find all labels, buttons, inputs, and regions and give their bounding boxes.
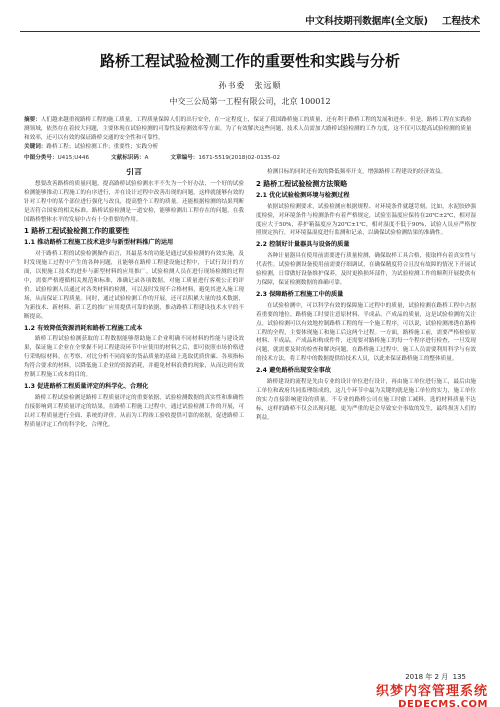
column-left [24,168,244,668]
journal-name: 中文科技期刊数据库(全文版) [305,16,428,27]
metadata-row [24,154,476,163]
doc-code-value: A [144,155,149,161]
abstract-text: 人们越来越重视路桥工程的施工质量，工程质量保障人们的出行安全，在一定程度上，保证了我国路桥施工的质量，还有利于路桥工程的发展和进步。但是，路桥工程在实践检测领域，依然存在着较大问题，主要体现在试验检测的可靠性及检测效率等方面。为了有效解决这些问题，技术人员需加大路桥试验检测的工作力度，这不仅可以提高试验检测的质量和效率，还可以有效的保证路桥交通的安全性和可靠性。 [24,117,472,141]
page-number: 135 [452,673,466,681]
section-2-4-heading: 2.4 避免路桥出现安全事故 [256,367,331,375]
watermark [376,680,488,707]
section-2-2-heading: 2.2 控制好计量器具与设备的质量 [256,241,350,249]
section-2-1-paragraph: 依据试验检测要求，试验检测应根据规程、对环境条件就越苛刻，比如，水泥胶砂强度检验，对环境条件与检测条件有着严格规定，试验室温度应保持在20℃±2℃，相对湿度应大于50%，养护箱温度应为20℃±1℃，相对湿度不低于90%，试验人员应严格按照规定执行，对环境温湿度进行监测和记录，以确保试验检测结果的准确性。 [256,203,476,237]
doc-code-label: 文献标识码： [111,155,145,161]
section-2-4-paragraph: 路桥建设的流程是先由专业的设计单位进行设计，再由施工单位进行施工，最后由施工单位和政府共同监理组成的，这几个环节中最为关键的就是施工单位的实力，施工单位的实力直接影响建设的质量。不专业的路桥公司在施工时偷工减料，选的材料质量不达标，这样的路桥不仅会出现问题，更为严重的是会导致安全事故的发生，最终损害人们的利益。 [256,379,476,421]
paper-authors: 孙书委 张远顺 [218,81,282,90]
abstract-block [24,116,476,163]
continued-paragraph: 检测目标的同时还有效的降低频率开支，增强路桥工程建设的经济效益。 [267,169,447,175]
keywords [24,143,476,152]
section-2-1-heading: 2.1 优化试验检测环境与检测过程 [256,191,350,199]
keywords-label: 关键词： [24,144,47,150]
body-columns [24,168,476,668]
paper-title: 路桥工程试验检测工作的重要性和实践与分析 [99,52,400,70]
section-1-heading: 1 路桥工程试验检测工作的重要性 [24,227,130,236]
abstract [24,116,476,143]
paper-affiliation: 中交三公局第一工程有限公司，北京 100012 [169,97,331,106]
section-1-3-heading: 1.3 促进路桥工程质量评定的科学化、合理化 [24,382,149,390]
title-block [24,50,476,107]
section-1-2-paragraph: 路桥工程试验检测获取的工程数据能够帮助施工企业明确不同材料的性能与建设效果，保证施工企业在全掌握不同工程建设环节中应使用的材料之后，即可依照市场价格进行采购原材料。在考察、对比分析不同商家的货品质量的基础上选取优质价廉、各项指标均符合要求的材料，以降低施工企业的资源消耗，并避免材料浪费的现象，从而达到有效控制工程施工成本的目的。 [24,336,244,379]
column-right [256,168,476,668]
section-1-1-heading: 1.1 推动路桥工程施工技术进步与新型材料推广的运用 [24,239,174,247]
doc-code-field [111,154,148,163]
running-header [20,6,480,32]
clc-value: U415;U446 [57,155,90,161]
article-no-field [170,154,280,163]
clc-label: 中图分类号： [24,155,58,161]
section-1-1-paragraph: 对于路桥工程的试验检测操作而言，其最基本的功能是通过试验检测的有效实施，及时发现施工过程中产生的各种问题，且能够在路桥工程建设施过程中，于试行设计的方面，以便施工技术的进步与新型材料的应用推广。试验检测人员在进行现场检测的过程中，需要严格遵循相关规范和标准，准确记录各项数据，对施工质量进行客观公正的评价。试验检测人员通过对各类材料的检测，可以及时发现不合格材料，避免其进入施工现场，从而保证工程质量。同时，通过试验检测工作的开展，还可以积累大量的技术数据，为新技术、新材料、新工艺的推广应用提供可靠的依据，推动路桥工程建设技术水平的不断提高。 [24,251,244,320]
article-no-value: 1671-5519(2018)02-0135-02 [198,155,281,161]
watermark-url: DEDECMS.COM [398,699,488,707]
keywords-text: 路桥工程；试验检测工作；重要性；实践分析 [46,144,159,150]
watermark-name: 织梦内容管理系统 [375,684,488,699]
article-no-label: 文章编号： [170,155,199,161]
section-1-3-paragraph: 路桥工程试验检测是路桥工程质量评定的重要依据，试验检测数据的真实性和准确性直接影响到工程质量评定的结果。在路桥工程施工过程中，通过试验检测工作的开展，可以对工程质量进行全面、系统的评价，从而为工程竣工验收提供可靠的依据，促进路桥工程质量评定工作的科学化、合理化。 [24,394,244,428]
section-2-3-heading: 2.3 保障路桥工程施工中的质量 [256,290,344,298]
abstract-label: 摘要： [24,117,41,123]
issue-date: 2018 年 2 月 [405,673,449,681]
section-1-2-heading: 1.2 有效降低资源消耗和路桥工程施工成本 [24,324,143,332]
intro-heading: 引言 [126,168,142,176]
clc-field [24,154,89,163]
intro-paragraph: 想要改善路桥的质量问题，提高路桥试验检测水平不失为一个好办法，一个好的试验检测能够推动工程施工的有序进行，并在设计过程中改善出现的问题。这样就能够有效的针对工程中的某个部位进行强化与改良，提高整个工程的质量。还能根据检测的结果判断是否符合国家的相关标准。路桥试验检测是一道安检，能够检测出工程存在的问题，在我国路桥整体水平的发展中占有十分重要的作用。 [24,180,244,223]
section-name: 工程技术 [441,16,480,27]
section-2-3-paragraph: 在试验检测中，可以科学有效的保障施工过程中的质量，试验检测在路桥工程中占据着重要的地位。路桥施工时要注意原材料、半成品、产成品的质量，这是试验检测的关注点。试验检测可以有效地控制路桥工程的每一个施工程序，可以说，试验检测渗透在路桥工程的全程，主要体现施工和施工后这两个过程。一方面，路桥施工前，需要严格检验原材料、半成品、产成品和构成件件，还需要对路桥施工的每一个程序进行检查，一旦发现问题，就需要及时的检查和解决问题。在路桥施工过程中，施工人员需要利用科学与有效的技术方法，将工程中的数据提供给技术人员，以此来保证路桥施工的整体质量。 [256,302,476,363]
section-2-2-paragraph: 各种计量器具在使用前需要进行质量检测，确保取样工具合格，使取样有着真实性与代表性。试验检测设备使用前需要仔细调试，在确保精度符合且没有故障的情况下开展试验检测，日常做好设备维护保养，及时更换损坏部件，为试验检测工作的顺利开展提供有力保障，保证检测数据的准确可靠。 [256,253,476,286]
section-2-heading: 2 路桥工程试验检测方法策略 [256,179,348,188]
